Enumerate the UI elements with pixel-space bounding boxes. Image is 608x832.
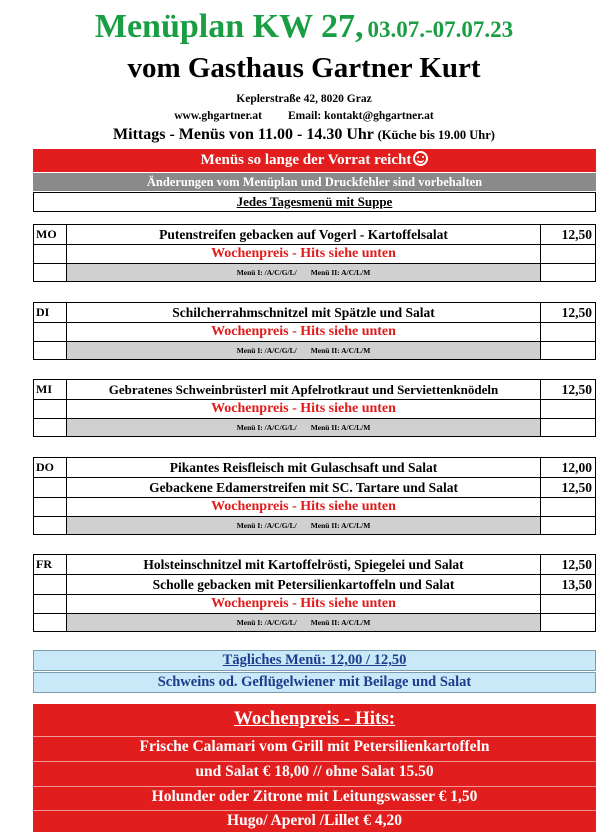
title-dates: 03.07.-07.07.23: [367, 17, 514, 42]
meal-price: 12,50: [541, 225, 596, 245]
day-table-mo: [33, 224, 596, 282]
daily-menu-title: [33, 650, 596, 671]
meal-name: Gebratenes Schweinbrüsterl mit Apfelrotkraut und Serviettenknödeln: [67, 380, 541, 400]
restaurant-name: vom Gasthaus Gartner Kurt: [127, 52, 481, 84]
weekly-hits-heading: Wochenpreis - Hits:: [233, 708, 396, 729]
meal-name: Holsteinschnitzel mit Kartoffelrösti, Spiegelei und Salat: [67, 555, 541, 575]
daily-menu-text: Schweins od. Geflügelwiener mit Beilage und Salat: [33, 672, 596, 693]
meal-price: 13,50: [541, 575, 596, 595]
weekly-hit-line-3: Holunder oder Zitrone mit Leitungswasser € 1,50: [151, 788, 478, 805]
allergens-menu-1: Menü I: /A/C/G/L/: [236, 618, 297, 627]
menu-title: [0, 8, 608, 46]
day-table-do: [33, 457, 596, 535]
allergen-row: [34, 517, 596, 535]
meal-row: [34, 303, 596, 323]
title-text: Menüplan KW 27,: [94, 8, 364, 45]
daily-menu-title-text: Tägliches Menü: 12,00 / 12,50: [222, 652, 407, 668]
address: Keplerstraße 42, 8020 Graz: [236, 93, 372, 105]
soup-notice-text: Jedes Tagesmenü mit Suppe: [236, 194, 393, 209]
smiley-icon: [413, 151, 428, 166]
allergens-menu-1: Menü I: /A/C/G/L/: [236, 521, 297, 530]
meal-name: Putenstreifen gebacken auf Vogerl - Kartoffelsalat: [67, 225, 541, 245]
meal-row: [34, 225, 596, 245]
weekly-hint: Wochenpreis - Hits siehe unten: [67, 245, 541, 264]
lunch-hours-text: Mittags - Menüs von 11.00 - 14.30 Uhr: [113, 126, 374, 143]
weekly-row: [34, 400, 596, 419]
meal-row: [34, 458, 596, 478]
weekly-hit-line-1: Frische Calamari vom Grill mit Petersilienkartoffeln: [139, 738, 490, 755]
weekly-hit-line-2: und Salat € 18,00 // ohne Salat 15.50: [195, 763, 434, 780]
divider: [33, 736, 596, 737]
meal-name: Scholle gebacken mit Petersilienkartoffeln und Salat: [67, 575, 541, 595]
supply-notice-text: Menüs so lange der Vorrat reicht: [200, 152, 412, 168]
weekly-hint: Wochenpreis - Hits siehe unten: [67, 400, 541, 419]
divider: [33, 761, 596, 762]
website-link[interactable]: www.ghgartner.at: [174, 110, 262, 122]
weekly-hint: Wochenpreis - Hits siehe unten: [67, 498, 541, 517]
meal-row: [34, 575, 596, 595]
day-table-mi: [33, 379, 596, 437]
kitchen-hours: (Küche bis 19.00 Uhr): [377, 128, 495, 142]
divider: [33, 810, 596, 811]
allergens-menu-2: Menü II: A/C/L/M: [310, 618, 371, 627]
allergen-info: [67, 517, 541, 535]
weekly-row: [34, 498, 596, 517]
weekly-hint: Wochenpreis - Hits siehe unten: [67, 323, 541, 342]
weekly-hits: [33, 704, 596, 832]
meal-row: [34, 555, 596, 575]
allergens-menu-2: Menü II: A/C/L/M: [310, 521, 371, 530]
meal-price: 12,50: [541, 380, 596, 400]
meal-price: 12,50: [541, 478, 596, 498]
meal-name: Gebackene Edamerstreifen mit SC. Tartare und Salat: [67, 478, 541, 498]
allergens-menu-1: Menü I: /A/C/G/L/: [236, 423, 297, 432]
day-label: MI: [34, 380, 67, 400]
allergen-info: [67, 614, 541, 632]
meal-row: [34, 478, 596, 498]
day-table-fr: [33, 554, 596, 632]
allergen-row: [34, 342, 596, 360]
allergen-row: [34, 264, 596, 282]
meal-name: Pikantes Reisfleisch mit Gulaschsaft und Salat: [67, 458, 541, 478]
lunch-hours: [0, 126, 608, 144]
weekly-hit-line-4: Hugo/ Aperol /Lillet € 4,20: [227, 812, 402, 829]
allergens-menu-1: Menü I: /A/C/G/L/: [236, 346, 297, 355]
email-link[interactable]: Email: kontakt@ghgartner.at: [288, 110, 434, 122]
allergen-info: [67, 264, 541, 282]
allergen-info: [67, 419, 541, 437]
meal-price: 12,50: [541, 555, 596, 575]
day-label: DI: [34, 303, 67, 323]
weekly-row: [34, 323, 596, 342]
allergen-row: [34, 419, 596, 437]
allergen-info: [67, 342, 541, 360]
allergen-row: [34, 614, 596, 632]
weekly-row: [34, 595, 596, 614]
day-table-di: [33, 302, 596, 360]
meal-row: [34, 380, 596, 400]
meal-price: 12,00: [541, 458, 596, 478]
disclaimer-notice: Änderungen vom Menüplan und Druckfehler sind vorbehalten: [33, 173, 596, 191]
supply-notice: [33, 149, 596, 172]
day-label: FR: [34, 555, 67, 575]
weekly-hint: Wochenpreis - Hits siehe unten: [67, 595, 541, 614]
contact-line: [0, 110, 608, 122]
day-label: MO: [34, 225, 67, 245]
allergens-menu-2: Menü II: A/C/L/M: [310, 346, 371, 355]
day-label: DO: [34, 458, 67, 478]
allergens-menu-1: Menü I: /A/C/G/L/: [236, 268, 297, 277]
meal-price: 12,50: [541, 303, 596, 323]
soup-notice: [33, 192, 596, 212]
divider: [33, 786, 596, 787]
meal-name: Schilcherrahmschnitzel mit Spätzle und Salat: [67, 303, 541, 323]
weekly-row: [34, 245, 596, 264]
allergens-menu-2: Menü II: A/C/L/M: [310, 268, 371, 277]
allergens-menu-2: Menü II: A/C/L/M: [310, 423, 371, 432]
